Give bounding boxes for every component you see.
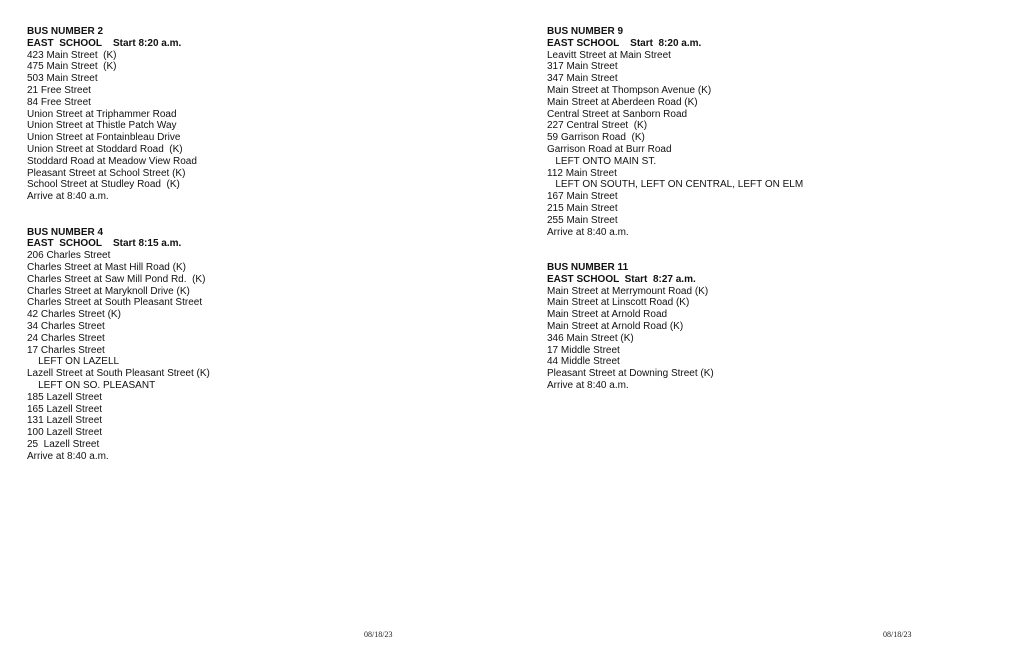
- stop-item: Union Street at Stoddard Road (K): [27, 143, 183, 155]
- stop-item: 215 Main Street: [547, 202, 618, 214]
- stop-item: Union Street at Fontainbleau Drive: [27, 132, 181, 144]
- stop-item: 227 Central Street (K): [547, 120, 648, 132]
- stop-item: 475 Main Street (K): [27, 61, 117, 73]
- stop-item: 165 Lazell Street: [27, 403, 103, 415]
- stop-item: Charles Street at South Pleasant Street: [27, 297, 203, 309]
- stop-item: Main Street at Thompson Avenue (K): [547, 84, 712, 96]
- stop-item: Charles Street at Saw Mill Pond Rd. (K): [27, 273, 206, 285]
- bus-route-9: [547, 26, 1017, 238]
- stop-item: Central Street at Sanborn Road: [547, 108, 688, 120]
- bus-number-heading: BUS NUMBER 9: [547, 26, 624, 37]
- stop-item: 44 Middle Street: [547, 356, 620, 368]
- stop-item: 255 Main Street: [547, 214, 618, 226]
- stop-item: 185 Lazell Street: [27, 391, 103, 403]
- stop-item: 347 Main Street: [547, 73, 618, 85]
- stop-item: 131 Lazell Street: [27, 415, 103, 427]
- stop-item: 167 Main Street: [547, 191, 618, 203]
- stop-item: 503 Main Street: [27, 73, 98, 85]
- stop-item: Stoddard Road at Meadow View Road: [27, 155, 197, 167]
- stop-item: Pleasant Street at Downing Street (K): [547, 368, 714, 380]
- stop-item: 59 Garrison Road (K): [547, 132, 645, 144]
- bus-number-heading: BUS NUMBER 2: [27, 26, 104, 37]
- footer-date-left: 08/18/23: [364, 630, 393, 639]
- stop-item: Main Street at Arnold Road: [547, 309, 668, 321]
- stop-list: [547, 286, 1017, 392]
- arrival-time: Arrive at 8:40 a.m.: [27, 450, 109, 462]
- right-column: [547, 26, 1017, 415]
- stop-item: Charles Street at Maryknoll Drive (K): [27, 285, 190, 297]
- stop-item: 317 Main Street: [547, 61, 618, 73]
- stop-item: 24 Charles Street: [27, 332, 105, 344]
- bus-route-2: [27, 26, 497, 203]
- turn-direction: LEFT ON SO. PLEASANT: [27, 379, 156, 391]
- bus-route-11: [547, 262, 1017, 392]
- stop-item: 206 Charles Street: [27, 250, 111, 262]
- arrival-time: Arrive at 8:40 a.m.: [27, 191, 109, 203]
- turn-direction: LEFT ON SOUTH, LEFT ON CENTRAL, LEFT ON ELM: [547, 179, 804, 191]
- stop-item: 112 Main Street: [547, 167, 617, 179]
- stop-item: 423 Main Street (K): [27, 49, 117, 61]
- bus-route-4: [27, 227, 497, 463]
- stop-list: [27, 50, 497, 203]
- stop-item: Lazell Street at South Pleasant Street (K): [27, 368, 210, 380]
- stop-item: Main Street at Linscott Road (K): [547, 297, 690, 309]
- stop-item: School Street at Studley Road (K): [27, 179, 180, 191]
- school-start-time: EAST SCHOOL Start 8:15 a.m.: [27, 238, 182, 250]
- left-column: [27, 26, 497, 486]
- stop-item: Charles Street at Mast Hill Road (K): [27, 261, 186, 273]
- school-start-time: EAST SCHOOL Start 8:20 a.m.: [547, 37, 702, 49]
- stop-item: 25 Lazell Street: [27, 438, 100, 450]
- stop-item: Main Street at Arnold Road (K): [547, 320, 684, 332]
- stop-item: 84 Free Street: [27, 96, 91, 108]
- bus-number-heading: BUS NUMBER 4: [27, 226, 104, 238]
- footer-date-right: 08/18/23: [883, 630, 912, 639]
- stop-item: Leavitt Street at Main Street: [547, 49, 671, 61]
- stop-item: 346 Main Street (K): [547, 332, 634, 344]
- stop-item: Garrison Road at Burr Road: [547, 143, 672, 155]
- stop-item: Pleasant Street at School Street (K): [27, 167, 186, 179]
- turn-direction: LEFT ON LAZELL: [27, 356, 120, 368]
- stop-item: Union Street at Thistle Patch Way: [27, 120, 177, 132]
- stop-item: 34 Charles Street: [27, 320, 105, 332]
- stop-item: Main Street at Aberdeen Road (K): [547, 96, 698, 108]
- school-start-time: EAST SCHOOL Start 8:20 a.m.: [27, 37, 182, 49]
- stop-item: 42 Charles Street (K): [27, 309, 121, 321]
- bus-number-heading: BUS NUMBER 11: [547, 261, 629, 273]
- turn-direction: LEFT ONTO MAIN ST.: [547, 155, 657, 167]
- stop-item: Main Street at Merrymount Road (K): [547, 285, 709, 297]
- school-start-time: EAST SCHOOL Start 8:27 a.m.: [547, 273, 696, 285]
- stop-item: 100 Lazell Street: [27, 427, 103, 439]
- stop-item: 21 Free Street: [27, 84, 91, 96]
- arrival-time: Arrive at 8:40 a.m.: [547, 226, 629, 238]
- stop-list: [27, 250, 497, 462]
- arrival-time: Arrive at 8:40 a.m.: [547, 379, 629, 391]
- stop-item: Union Street at Triphammer Road: [27, 108, 177, 120]
- stop-item: 17 Charles Street: [27, 344, 105, 356]
- stop-item: 17 Middle Street: [547, 344, 620, 356]
- stop-list: [547, 50, 1017, 239]
